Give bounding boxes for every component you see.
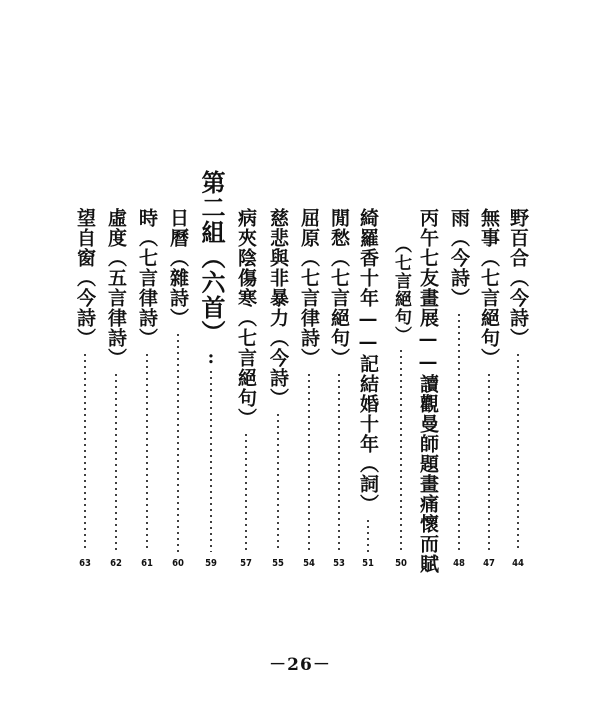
dot-leader [145, 352, 149, 552]
section-heading [195, 170, 227, 570]
entry-page-number: 47 [483, 558, 495, 569]
entry-title: 日曆（雜詩） [167, 208, 189, 328]
dot-leader [337, 372, 341, 552]
entry-title: 虛度（五言律詩） [105, 208, 127, 368]
toc-entry [326, 208, 352, 570]
toc-entry [265, 208, 291, 570]
toc-entry [355, 208, 381, 570]
entry-title: 望自窗（今詩） [74, 208, 96, 348]
dot-leader [209, 369, 213, 552]
toc-entry [476, 208, 502, 570]
footer-page-number: －26－ [269, 655, 331, 675]
dot-leader [399, 348, 403, 552]
toc-entry [165, 208, 191, 570]
toc-entry [134, 208, 160, 570]
toc-entry [72, 208, 98, 570]
dot-leader [83, 352, 87, 552]
toc-entry [296, 208, 322, 570]
toc-entry [103, 208, 129, 570]
entry-page-number: 63 [79, 558, 91, 569]
entry-title: 屈原（七言律詩） [298, 208, 320, 368]
entry-title: 綺羅香十年——記結婚十年（詞） [357, 208, 379, 514]
dot-leader [516, 352, 520, 552]
entry-title: 閒愁（七言絕句） [328, 208, 350, 368]
dot-leader [114, 372, 118, 552]
entry-title: 慈悲與非暴力（今詩） [267, 208, 289, 408]
entry-subtitle: （七言絕句） [391, 236, 411, 344]
section-heading-text: 第二組（六首） [197, 170, 226, 345]
entry-page-number: 50 [395, 558, 407, 569]
entry-page-number: 61 [141, 558, 153, 569]
entry-page-number: 55 [272, 558, 284, 569]
entry-page-number: 60 [172, 558, 184, 569]
toc-entry-main-line [415, 208, 441, 574]
dot-leader [244, 432, 248, 552]
dot-leader [176, 332, 180, 552]
entry-title: 野百合（今詩） [507, 208, 529, 348]
section-heading-page-number: 59 [205, 558, 217, 569]
entry-page-number: 54 [303, 558, 315, 569]
entry-title: 病夾陰傷寒（七言絕句） [235, 208, 257, 428]
dot-leader [276, 412, 280, 552]
entry-title: 雨（今詩） [448, 208, 470, 308]
dot-leader [457, 312, 461, 552]
entry-page-number: 53 [333, 558, 345, 569]
dot-leader [366, 518, 370, 552]
entry-title: 丙午七友畫展——讀觀曼師題畫痛懷而賦 [417, 208, 439, 574]
entry-page-number: 62 [110, 558, 122, 569]
entry-title: 時（七言律詩） [136, 208, 158, 348]
dot-leader [487, 372, 491, 552]
dot-leader [307, 372, 311, 552]
entry-page-number: 44 [512, 558, 524, 569]
entry-title: 無事（七言絕句） [478, 208, 500, 368]
section-heading-colon: : [207, 347, 215, 368]
toc-entry [505, 208, 531, 570]
entry-page-number: 48 [453, 558, 465, 569]
toc-entry-continuation [388, 236, 414, 570]
toc-entry [446, 208, 472, 570]
entry-page-number: 57 [240, 558, 252, 569]
entry-page-number: 51 [362, 558, 374, 569]
toc-entry [233, 208, 259, 570]
